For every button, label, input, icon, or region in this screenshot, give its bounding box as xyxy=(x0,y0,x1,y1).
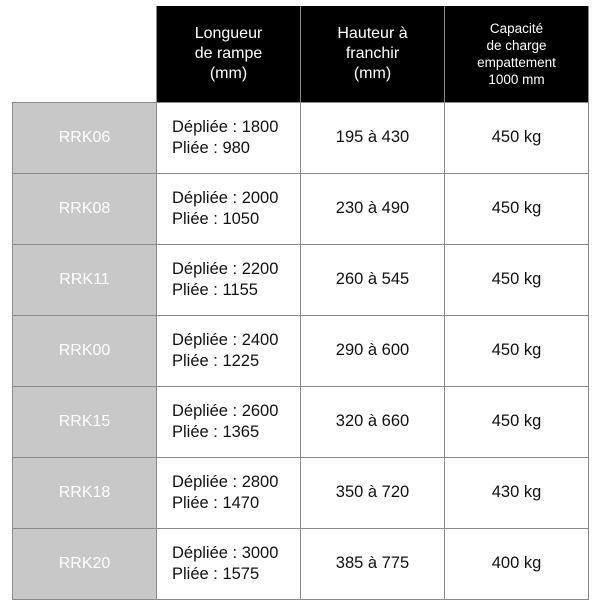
capacity-cell: 450 kg xyxy=(445,102,589,173)
model-cell: RRK00 xyxy=(13,315,157,386)
folded-length: Pliée : 1050 xyxy=(172,209,260,228)
folded-length: Pliée : 1575 xyxy=(172,564,260,583)
folded-length: Pliée : 1470 xyxy=(172,493,260,512)
ramp-length-cell xyxy=(157,457,301,528)
capacity-cell: 450 kg xyxy=(445,386,589,457)
header-height-to-clear xyxy=(301,6,445,102)
ramp-length-cell xyxy=(157,244,301,315)
table-header-row xyxy=(13,6,589,102)
table-row xyxy=(13,315,589,386)
deployed-length: Dépliée : 3000 xyxy=(172,543,279,562)
deployed-length: Dépliée : 2200 xyxy=(172,259,279,278)
height-cell: 290 à 600 xyxy=(301,315,445,386)
deployed-length: Dépliée : 2000 xyxy=(172,188,279,207)
table-row xyxy=(13,244,589,315)
capacity-cell: 430 kg xyxy=(445,457,589,528)
capacity-cell: 450 kg xyxy=(445,173,589,244)
header-load-capacity xyxy=(445,6,589,102)
deployed-length: Dépliée : 2800 xyxy=(172,472,279,491)
capacity-cell: 400 kg xyxy=(445,528,589,599)
folded-length: Pliée : 980 xyxy=(172,138,250,157)
folded-length: Pliée : 1365 xyxy=(172,422,260,441)
table-row xyxy=(13,457,589,528)
height-cell: 230 à 490 xyxy=(301,173,445,244)
height-cell: 350 à 720 xyxy=(301,457,445,528)
header-ramp-length-label: Longueur de rampe (mm) xyxy=(194,24,263,82)
capacity-cell: 450 kg xyxy=(445,315,589,386)
ramp-length-cell xyxy=(157,528,301,599)
deployed-length: Dépliée : 1800 xyxy=(172,117,279,136)
model-cell: RRK06 xyxy=(13,102,157,173)
height-cell: 260 à 545 xyxy=(301,244,445,315)
table-row xyxy=(13,173,589,244)
model-cell: RRK18 xyxy=(13,457,157,528)
header-load-capacity-label: Capacité de charge empattement 1000 mm xyxy=(477,20,556,87)
deployed-length: Dépliée : 2600 xyxy=(172,401,279,420)
ramp-spec-table xyxy=(12,6,589,600)
model-cell: RRK11 xyxy=(13,244,157,315)
header-ramp-length xyxy=(157,6,301,102)
height-cell: 385 à 775 xyxy=(301,528,445,599)
height-cell: 320 à 660 xyxy=(301,386,445,457)
table-row xyxy=(13,102,589,173)
ramp-length-cell xyxy=(157,386,301,457)
model-cell: RRK08 xyxy=(13,173,157,244)
folded-length: Pliée : 1155 xyxy=(172,280,258,299)
deployed-length: Dépliée : 2400 xyxy=(172,330,279,349)
empty-corner-cell xyxy=(13,6,157,102)
header-height-to-clear-label: Hauteur à franchir (mm) xyxy=(337,24,408,82)
ramp-length-cell xyxy=(157,315,301,386)
folded-length: Pliée : 1225 xyxy=(172,351,260,370)
model-cell: RRK15 xyxy=(13,386,157,457)
model-cell: RRK20 xyxy=(13,528,157,599)
table-row xyxy=(13,528,589,599)
height-cell: 195 à 430 xyxy=(301,102,445,173)
ramp-length-cell xyxy=(157,102,301,173)
ramp-length-cell xyxy=(157,173,301,244)
capacity-cell: 450 kg xyxy=(445,244,589,315)
table-row xyxy=(13,386,589,457)
